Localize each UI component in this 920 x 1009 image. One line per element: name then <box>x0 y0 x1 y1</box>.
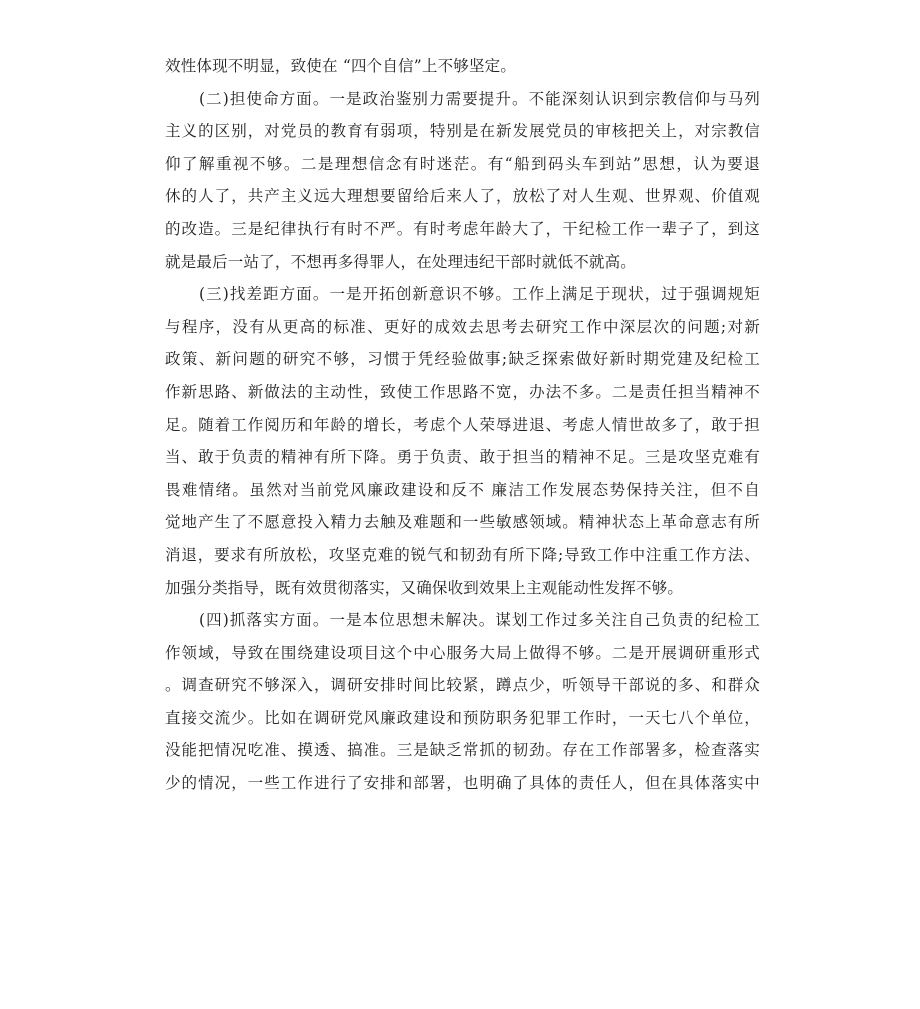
text-line: 作领域，导致在围绕建设项目这个中心服务大局上做得不够。二是开展调研重形式 <box>165 643 760 662</box>
paragraph-heading-line: (四)抓落实方面。一是本位思想未解决。谋划工作过多关注自己负责的纪检工 <box>199 611 760 630</box>
text-line: 足。随着工作阅历和年龄的增长，考虑个人荣辱进退、考虑人情世故多了，敢于担 <box>165 415 760 434</box>
paragraph-heading-line: (三)找差距方面。一是开拓创新意识不够。工作上满足于现状，过于强调规矩 <box>199 285 760 304</box>
text-line: 没能把情况吃准、摸透、搞准。三是缺乏常抓的韧劲。存在工作部署多，检查落实 <box>165 741 760 760</box>
text-line: 消退，要求有所放松，攻坚克难的锐气和韧劲有所下降;导致工作中注重工作方法、 <box>165 545 760 564</box>
text-line: 的改造。三是纪律执行有时不严。有时考虑年龄大了，干纪检工作一辈子了，到这 <box>165 219 760 238</box>
text-line: 当、敢于负责的精神有所下降。勇于负责、敢于担当的精神不足。三是攻坚克难有 <box>165 448 760 467</box>
text-line: 畏难情绪。虽然对当前党风廉政建设和反不 廉洁工作发展态势保持关注，但不自 <box>165 480 760 499</box>
document-page <box>165 50 760 800</box>
text-line: 少的情况，一些工作进行了安排和部署，也明确了具体的责任人，但在具体落实中 <box>165 774 760 793</box>
text-line: 政策、新问题的研究不够，习惯于凭经验做事;缺乏探索做好新时期党建及纪检工 <box>165 350 760 369</box>
paragraph-heading-line: (二)担使命方面。一是政治鉴别力需要提升。不能深刻认识到宗教信仰与马列 <box>199 89 760 108</box>
text-line: 加强分类指导，既有效贯彻落实，又确保收到效果上主观能动性发挥不够。 <box>165 578 684 597</box>
text-line: 。调查研究不够深入，调研安排时间比较紧，蹲点少，听领导干部说的多、和群众 <box>165 676 760 695</box>
text-line: 直接交流少。比如在调研党风廉政建设和预防职务犯罪工作时，一天七八个单位， <box>165 708 760 727</box>
text-line: 就是最后一站了，不想再多得罪人，在处理违纪干部时就低不就高。 <box>165 252 637 271</box>
text-line: 与程序，没有从更高的标准、更好的成效去思考去研究工作中深层次的问题;对新 <box>165 317 760 336</box>
text-line: 作新思路、新做法的主动性，致使工作思路不宽，办法不多。二是责任担当精神不 <box>165 382 760 401</box>
text-line: 仰了解重视不够。二是理想信念有时迷茫。有“船到码头车到站”思想，认为要退 <box>165 154 760 173</box>
text-line: 休的人了，共产主义远大理想要留给后来人了，放松了对人生观、世界观、价值观 <box>165 187 760 206</box>
text-line: 觉地产生了不愿意投入精力去触及难题和一些敏感领域。精神状态上革命意志有所 <box>165 513 760 532</box>
text-line: 主义的区别，对党员的教育有弱项，特别是在新发展党员的审核把关上，对宗教信 <box>165 122 760 141</box>
text-line: 效性体现不明显，致使在 “四个自信”上不够坚定。 <box>165 57 517 75</box>
